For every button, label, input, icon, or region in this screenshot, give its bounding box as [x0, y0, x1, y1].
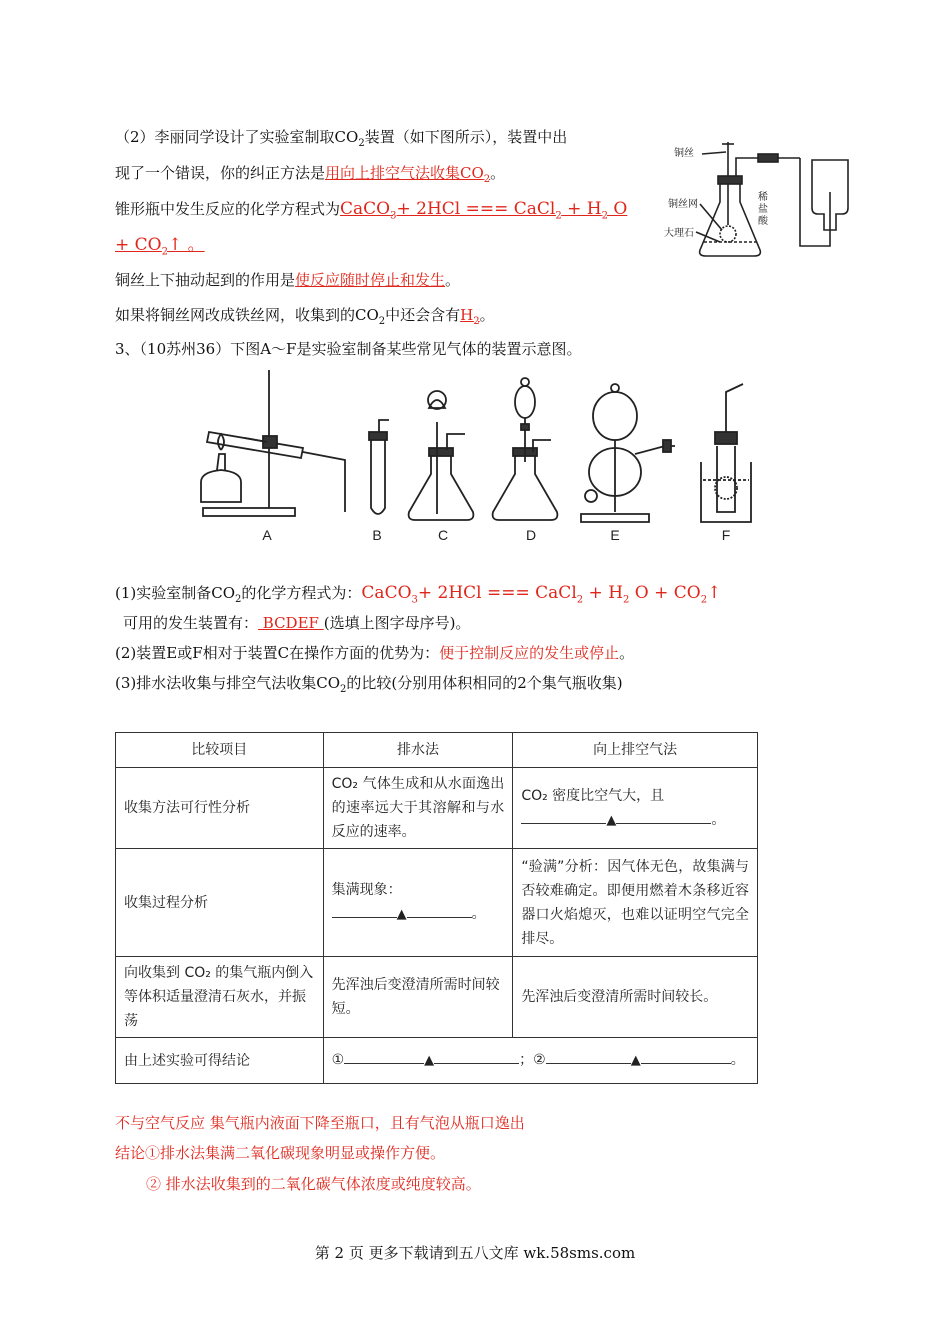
page-footer: 第 2 页 更多下载请到五八文库 wk.58sms.com: [314, 1244, 636, 1262]
q3-s3: (3)排水法收集与排空气法收集$CO_2$的比较(分别用体积相同的2个集气瓶收集): [115, 674, 623, 695]
answer-line-2: 结论①排水法集满二氧化碳现象明显或操作方便。: [115, 1144, 446, 1162]
q2-line2-prefix: 现了一个错误，你的纠正方法是: [115, 164, 326, 182]
table-row: [116, 957, 758, 1038]
row1-item: 收集方法可行性分析: [116, 768, 324, 849]
row3-water: 先浑浊后变澄清所需时间较短。: [323, 957, 513, 1038]
answer-line-1: 不与空气反应 集气瓶内液面下降至瓶口，且有气泡从瓶口逸出: [115, 1114, 525, 1132]
q2-line1-tail: 装置（如下图所示），装置中出: [364, 128, 568, 146]
q3-answer-devices: BCDEF: [258, 614, 324, 632]
q3-s1b: 可用的发生装置有： BCDEF (选填上图字母序号)。: [123, 614, 471, 632]
q2-line1-text: （2）李丽同学设计了实验室制取CO: [115, 128, 359, 146]
row4-conclusion: ① ▲ ；② ▲ 。: [323, 1038, 757, 1084]
q2-answer-correction: 用向上排空气法收集$CO_2$: [325, 164, 491, 185]
q2-line4: + $CO_2↑$ 。: [115, 235, 205, 258]
apparatus-label-e: E: [610, 527, 620, 543]
apparatus-a-f-figure: [195, 362, 760, 557]
label-dilute-3: 酸: [758, 216, 768, 227]
table-row: [116, 768, 758, 849]
table-row: [116, 849, 758, 957]
answer-triangle: ▲: [424, 1053, 435, 1068]
label-dilute-2: 盐: [758, 204, 768, 215]
q3-answer-equation: CaCO$_3$+ 2HCl === CaCl$_2$ + $H_2$ $O + CO_2↑$: [361, 583, 722, 606]
apparatus-label-f: F: [721, 527, 731, 543]
q2-answer-function: 使反应随时停止和发生: [295, 271, 446, 289]
q2-line5: 铜丝上下抽动起到的作用是使反应随时停止和发生。: [115, 271, 461, 289]
sub: 2: [358, 138, 365, 149]
comparison-table: [115, 732, 758, 1084]
row3-air: 先浑浊后变澄清所需时间较长。: [513, 957, 758, 1038]
q3-s2: (2)装置E或F相对于装置C在操作方面的优势为：便于控制反应的发生或停止。: [115, 644, 635, 662]
answer-line-3: ② 排水法收集到的二氧化碳气体浓度或纯度较高。: [146, 1175, 481, 1193]
apparatus-label-b: B: [372, 527, 382, 543]
table-row: [116, 1038, 758, 1084]
q2-answer-equation: CaCO$_3$+ 2HCl === CaCl$_2$ + $H_2$ O: [340, 199, 628, 222]
row1-water: CO₂ 气体生成和从水面逸出的速率远大于其溶解和与水反应的速率。: [323, 768, 513, 849]
header-air: 向上排空气法: [513, 733, 758, 768]
q2-answer-impurity: $H_2$: [460, 306, 480, 327]
q2-line3-prefix: 锥形瓶中发生反应的化学方程式为: [115, 200, 341, 218]
label-dilute-1: 稀: [758, 192, 768, 203]
answer-triangle: ▲: [630, 1053, 641, 1068]
apparatus-label-d: D: [525, 527, 537, 543]
row2-water: 集满现象： ▲ 。: [323, 849, 513, 957]
row3-item: 向收集到 CO₂ 的集气瓶内倒入等体积适量澄清石灰水，并振荡: [116, 957, 324, 1038]
q2-line3: [115, 199, 628, 222]
q3-answer-advantage: 便于控制反应的发生或停止: [439, 644, 620, 662]
q3-s1: (1)实验室制备$CO_2$的化学方程式为：CaCO$_3$+ 2HCl === CaCl$_2$ + $H_2$ $O + CO_2↑$: [115, 583, 722, 606]
apparatus-label-c: C: [437, 527, 449, 543]
q2-line1: [115, 127, 567, 147]
apparatus-label-a: A: [262, 527, 272, 543]
label-copper-mesh: 铜丝网: [668, 199, 698, 210]
q3-title: 3、（10苏州36）下图A～F是实验室制备某些常见气体的装置示意图。: [115, 340, 582, 358]
label-copper-wire: 铜丝: [674, 148, 694, 159]
row2-air: “验满”分析：因气体无色，故集满与否较难确定。即便用燃着木条移近容器口火焰熄灭，也难以证明空气完全排尽。: [513, 849, 758, 957]
row4-item: 由上述实验可得结论: [116, 1038, 324, 1084]
answer-triangle: ▲: [396, 907, 407, 922]
header-item: 比较项目: [116, 733, 324, 768]
co2-apparatus-figure: [660, 130, 860, 270]
header-water: 排水法: [323, 733, 513, 768]
row1-air: CO₂ 密度比空气大，且 ▲ 。: [513, 768, 758, 849]
q2-line2: 现了一个错误，你的纠正方法是用向上排空气法收集$CO_2$。: [115, 164, 506, 185]
row2-item: 收集过程分析: [116, 849, 324, 957]
label-marble: 大理石: [664, 228, 694, 239]
q2-line6: 如果将铜丝网改成铁丝网，收集到的$CO_2$中还会含有$H_2$。: [115, 306, 495, 327]
table-header-row: [116, 733, 758, 768]
answer-triangle: ▲: [606, 812, 617, 828]
